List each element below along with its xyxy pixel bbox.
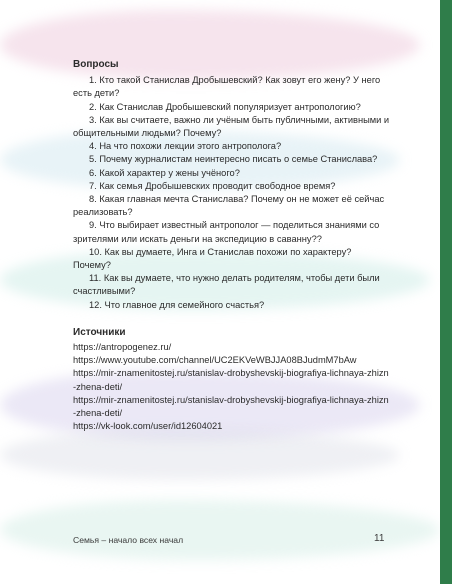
question-item: 10. Как вы думаете, Инга и Станислав похожи по характеру? Почему? [73, 246, 352, 271]
sources-heading: Источники [73, 326, 126, 338]
page-number: 11 [374, 533, 385, 544]
question-item: 2. Как Станислав Дробышевский популяризует антропологию? [89, 101, 361, 112]
question-item: 1. Кто такой Станислав Дробышевский? Как зовут его жену? У него есть дети? [73, 75, 381, 99]
question-item: 4. На что похожи лекции этого антрополога? [89, 141, 282, 152]
footer-title: Семья – начало всех начал [73, 535, 184, 545]
watercolor-band-mint [0, 500, 440, 560]
source-link[interactable]: https://mir-znamenitostej.ru/stanislav-drobyshevskij-biografiya-lichnaya-zhizn-zhena-deti/ [73, 394, 389, 419]
source-link[interactable]: https://mir-znamenitostej.ru/stanislav-drobyshevskij-biografiya-lichnaya-zhizn-zhena-deti/ [73, 368, 389, 392]
question-item: 7. Как семья Дробышевских проводит свободное время? [89, 180, 336, 191]
question-item: 12. Что главное для семейного счастья? [89, 299, 265, 310]
source-link[interactable]: https://vk-look.com/user/id12604021 [73, 421, 223, 432]
question-item: 9. Что выбирает известный антрополог — поделиться знаниями со зрителями или искать деньги на экспедицию в саванну?? [73, 220, 380, 244]
question-item: 5. Почему журналистам неинтересно писать о семье Станислава? [89, 154, 378, 165]
source-link[interactable]: https://antropogenez.ru/ [73, 342, 172, 353]
watercolor-band-grey [0, 430, 400, 480]
source-link[interactable]: https://www.youtube.com/channel/UC2EKVeWBJJA08BJudmM7bAw [73, 355, 357, 366]
page-content [73, 58, 391, 433]
question-item: 8. Какая главная мечта Станислава? Почему он не может её сейчас реализовать? [73, 194, 385, 218]
question-item: 11. Как вы думаете, что нужно делать родителям, чтобы дети были счастливыми? [73, 273, 380, 297]
questions-heading: Вопросы [73, 59, 119, 70]
accent-side-bar [440, 0, 452, 584]
question-item: 6. Какой характер у жены учёного? [89, 167, 240, 178]
question-item: 3. Как вы считаете, важно ли учёным быть публичными, активными и общительными людьми? Почему? [73, 114, 390, 139]
